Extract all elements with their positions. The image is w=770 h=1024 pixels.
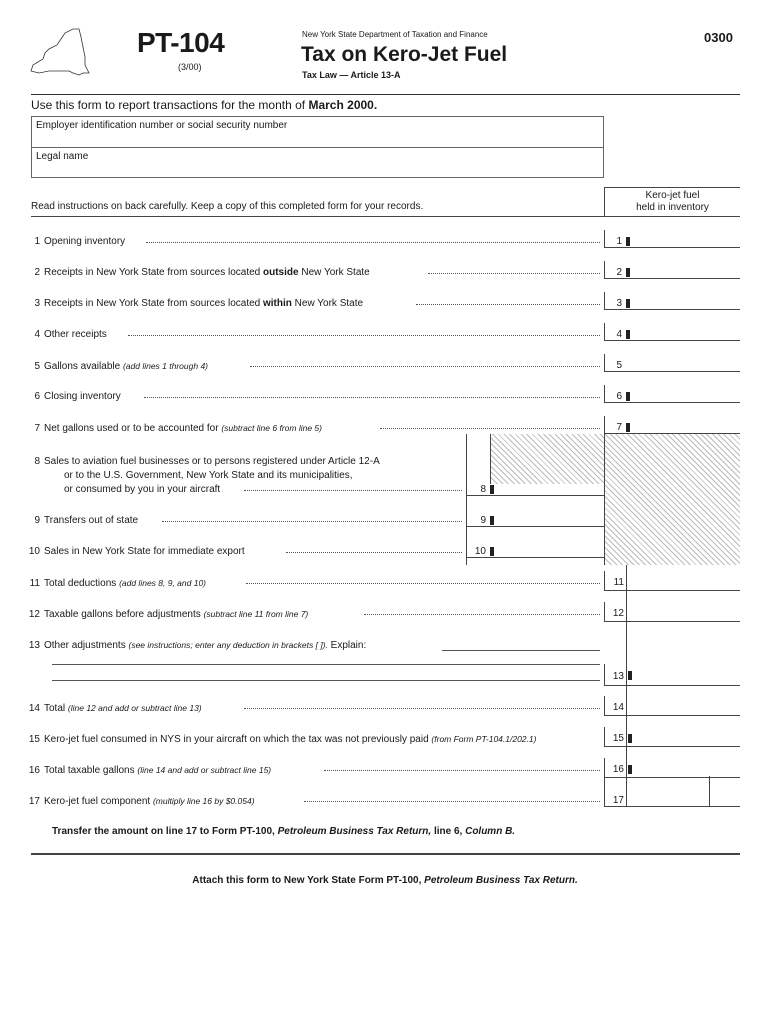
hatched-area-middle [490,434,604,484]
department-name: New York State Department of Taxation and Finance [302,30,488,39]
line-number: 5 [34,361,40,372]
leader-dots [380,428,600,429]
box-number: 2 [616,267,622,278]
line-number: 10 [28,546,40,557]
line-text-post: Explain: [330,640,367,651]
line-number: 3 [34,298,40,309]
box-marker [490,547,494,556]
line-11-amount-field[interactable] [604,571,740,591]
line-5-amount-field[interactable] [604,354,740,372]
header-rule [31,94,740,95]
line-note: (subtract line 6 from line 5) [221,423,322,433]
box-number: 9 [480,515,486,526]
transfer-text: Transfer the amount on line 17 to Form PT-100, [52,826,275,837]
reporting-period [31,98,377,112]
box-marker [628,765,632,774]
leader-dots [304,801,600,802]
line-4-amount-field[interactable] [604,323,740,341]
line-number: 4 [34,329,40,340]
line-note: (add lines 1 through 4) [122,361,209,371]
new-york-state-outline-icon [29,27,91,79]
line-15 [18,733,536,746]
line-number: 13 [28,640,40,651]
transfer-instruction [52,826,515,837]
box-number: 7 [616,422,622,433]
box-number: 3 [616,298,622,309]
box-number: 1 [616,236,622,247]
line-text: Kero-jet fuel component [44,796,151,807]
line-number: 1 [34,236,40,247]
line-2 [18,267,370,279]
box-marker [626,237,630,246]
instructions-text: Read instructions on back carefully. Keep a copy of this completed form for your records. [31,201,424,212]
line-text-bold: within [263,298,292,309]
line-text-bold: outside [263,267,299,278]
line-number: 8 [34,456,40,467]
line-16 [18,764,271,777]
leader-dots [324,770,600,771]
box-marker [626,423,630,432]
leader-dots [128,335,600,336]
footer-rule [31,853,740,855]
box-marker [626,299,630,308]
explain-input-line-1[interactable] [442,650,600,651]
line-8 [18,456,380,468]
box-number: 11 [613,577,624,588]
box-marker [626,392,630,401]
line-number: 7 [34,423,40,434]
line-note: (subtract line 11 from line 7) [203,609,309,619]
line-3-amount-field[interactable] [604,292,740,310]
line-number: 14 [28,703,40,714]
line-text: Net gallons used or to be accounted for [44,423,219,434]
line-8-text-2: or to the U.S. Government, New York State and its municipalities, [64,470,353,481]
box-number: 6 [616,391,622,402]
line-text: Other adjustments [44,640,126,651]
line-10-amount-field[interactable] [466,540,604,558]
leader-dots [428,273,600,274]
line-2-amount-field[interactable] [604,261,740,279]
box-number: 12 [612,608,624,619]
explain-input-line-3[interactable] [52,680,600,681]
line-text: Receipts in New York State from sources located [44,298,261,309]
column-header-line1: Kero-jet fuel [645,190,700,201]
line-text: Other receipts [44,329,107,340]
line-5 [18,360,208,373]
leader-dots [162,521,462,522]
line-8-text-3: or consumed by you in your aircraft [64,484,221,495]
box-number: 10 [474,546,486,557]
box-number: 13 [612,671,624,682]
box-marker [626,268,630,277]
box-marker [490,516,494,525]
box-marker [628,671,632,680]
cents-divider [709,776,710,807]
box-number: 5 [616,360,622,371]
line-12 [18,608,308,621]
column-header [604,187,740,216]
line-text: Total deductions [44,578,117,589]
line-text: Kero-jet fuel consumed in NYS in your aircraft on which the tax was not previously paid [44,734,429,745]
line-text-post: New York State [294,298,364,309]
line-note: (see instructions; enter any deduction in brackets [ ]). [128,640,328,650]
line-13-amount-field[interactable] [604,664,740,686]
legal-name-field-label: Legal name [36,151,89,162]
line-16-amount-field[interactable] [604,758,740,778]
line-17 [18,795,255,808]
line-11 [18,577,206,590]
line-number: 17 [28,796,40,807]
line-3 [18,298,363,310]
line-number: 15 [28,734,40,745]
form-number: PT-104 [137,27,225,58]
box-number: 15 [612,733,624,744]
line-number: 6 [34,391,40,402]
box-number: 17 [612,795,624,806]
explain-input-line-2[interactable] [52,664,600,665]
line-10 [18,546,245,558]
box-number: 4 [616,329,622,340]
line-9 [18,515,138,527]
line-text: Sales to aviation fuel businesses or to persons registered under Article 12-A [44,456,380,467]
line-17-amount-field[interactable] [604,776,740,807]
line-14-amount-field[interactable] [604,696,740,716]
line-text-post: New York State [301,267,370,278]
column-header-line2: held in inventory [636,202,709,213]
attach-text: Attach this form to New York State Form PT-100, [192,875,422,886]
period-prefix: Use this form to report transactions for the month of [31,98,306,112]
attach-instruction [0,875,770,886]
leader-dots [364,614,600,615]
line-note: (from Form PT-104.1/202.1) [431,734,537,744]
line-14 [18,702,202,715]
line-9-amount-field[interactable] [466,509,604,527]
line-number: 11 [29,578,40,589]
form-code: 0300 [704,30,733,45]
box-number: 8 [480,484,486,495]
line-number: 2 [34,267,40,278]
line-text: Sales in New York State for immediate export [44,546,245,557]
transfer-column: Column B. [465,826,516,837]
line-note: (add lines 8, 9, and 10) [119,578,207,588]
leader-dots [244,708,600,709]
line-text: Gallons available [44,361,121,372]
line-7 [18,422,322,435]
column-header-rule [31,216,740,217]
line-6-amount-field[interactable] [604,385,740,403]
line-text: Total [44,703,66,714]
leader-dots [416,304,600,305]
line-note: (line 12 and add or subtract line 13) [67,703,202,713]
line-6 [18,391,121,403]
transfer-line: line 6, [433,826,463,837]
line-13 [18,639,366,652]
line-text: Opening inventory [44,236,126,247]
period-month: March 2000. [308,98,378,112]
line-text: Transfers out of state [44,515,139,526]
identification-box [31,116,604,178]
ein-field-label: Employer identification number or social security number [36,120,288,131]
line-note: (multiply line 16 by $0.054) [152,796,255,806]
box-marker [490,485,494,494]
line-7-amount-field[interactable] [604,416,740,434]
line-number: 9 [34,515,40,526]
line-text: Total taxable gallons [44,765,135,776]
leader-dots [246,583,600,584]
line-8-amount-field[interactable] [466,478,604,496]
line-4 [18,329,107,341]
form-revision: (3/00) [178,62,202,72]
line-text: Receipts in New York State from sources located [44,267,261,278]
transfer-form-name: Petroleum Business Tax Return, [277,826,432,837]
leader-dots [146,242,600,243]
leader-dots [244,490,462,491]
leader-dots [250,366,600,367]
box-marker [628,734,632,743]
line-15-amount-field[interactable] [604,727,740,747]
line-1 [18,236,125,248]
box-number: 16 [612,764,624,775]
line-1-amount-field[interactable] [604,230,740,248]
hatched-area [604,434,740,565]
line-note: (line 14 and add or subtract line 15) [137,765,272,775]
line-text: Closing inventory [44,391,121,402]
line-text: Taxable gallons before adjustments [44,609,201,620]
attach-form-name: Petroleum Business Tax Return. [424,875,578,886]
form-title: Tax on Kero-Jet Fuel [301,43,508,66]
line-number: 16 [28,765,40,776]
tax-law-reference: Tax Law — Article 13-A [302,70,401,80]
line-number: 12 [28,609,40,620]
line-12-amount-field[interactable] [604,602,740,622]
box-marker [626,330,630,339]
leader-dots [286,552,462,553]
leader-dots [144,397,600,398]
box-number: 14 [612,702,624,713]
